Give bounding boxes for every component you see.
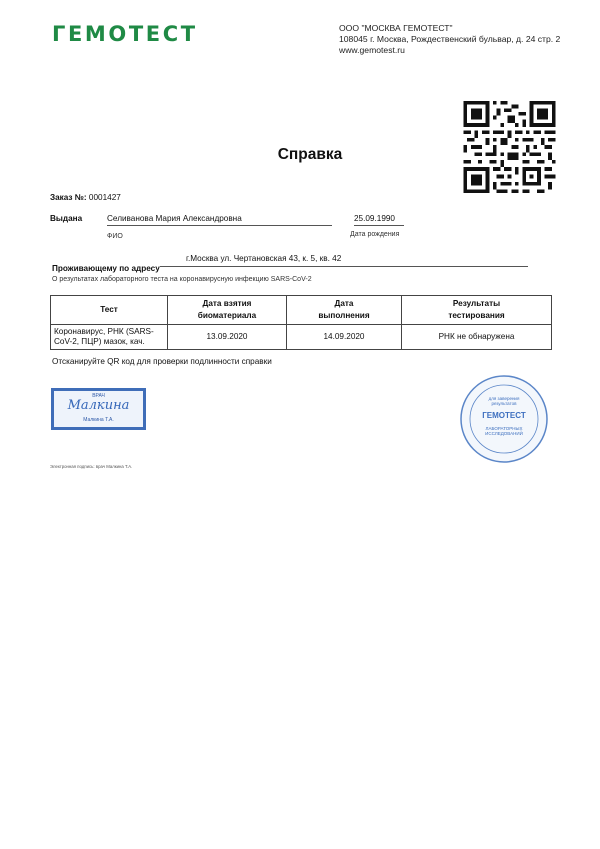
company-site: www.gemotest.ru [339,45,405,55]
company-info [339,23,560,56]
round-stamp [459,374,549,464]
col-test: Тест [51,296,168,325]
address-value: г.Москва ул. Чертановская 43, к. 5, кв. 42 [186,254,342,263]
address-label: Проживающему по адресу [52,264,160,273]
patient-name: Селиванова Мария Александровна [107,214,332,226]
round-stamp-top: для заверения результатов [488,396,520,406]
intro-text: О результатах лабораторного теста на коронавирусную инфекцию SARS-CoV-2 [52,276,312,283]
document-title: Справка [277,146,343,163]
company-logo: ГЕМОТЕСТ [52,22,198,46]
issued-label: Выдана [50,214,83,223]
round-stamp-bottom: ЛАБОРАТОРНЫХ ИССЛЕДОВАНИЙ [485,426,523,436]
address-line [160,266,528,267]
cell-test: Коронавирус, РНК (SARS- CoV-2, ПЦР) мазок, кач. [51,325,168,350]
cell-result: РНК не обнаружена [402,325,552,350]
company-name: ООО "МОСКВА ГЕМОТЕСТ" [339,23,453,33]
doctor-stamp [51,388,146,430]
cell-done-date: 14.09.2020 [287,325,402,350]
col-done-date: Дата выполнения [287,296,402,325]
stamp-role: ВРАЧ [92,393,105,399]
stamp-signature: Малкина [67,398,130,413]
results-table [50,295,552,350]
order-number: 0001427 [88,193,121,202]
qr-note: Отсканируйте QR код для проверки подлинности справки [52,357,272,366]
table-header-row [51,296,552,325]
birth-caption: Дата рождения [350,231,400,238]
stamp-name: Малкина Т.А. [83,417,114,423]
company-address: 108045 г. Москва, Рождественский бульвар, д. 24 стр. 2 [339,34,561,44]
round-stamp-brand: ГЕМОТЕСТ [482,411,526,420]
name-caption: ФИО [107,233,123,240]
birth-date: 25.09.1990 [354,214,404,226]
e-signature-note: Электронная подпись: врач Малкина Т.А. [50,464,133,469]
cell-sample-date: 13.09.2020 [168,325,287,350]
order-line [50,193,121,202]
order-label: Заказ №: [50,193,87,202]
table-row [51,325,552,350]
col-sample-date: Дата взятия биоматериала [168,296,287,325]
col-result: Результаты тестирования [402,296,552,325]
